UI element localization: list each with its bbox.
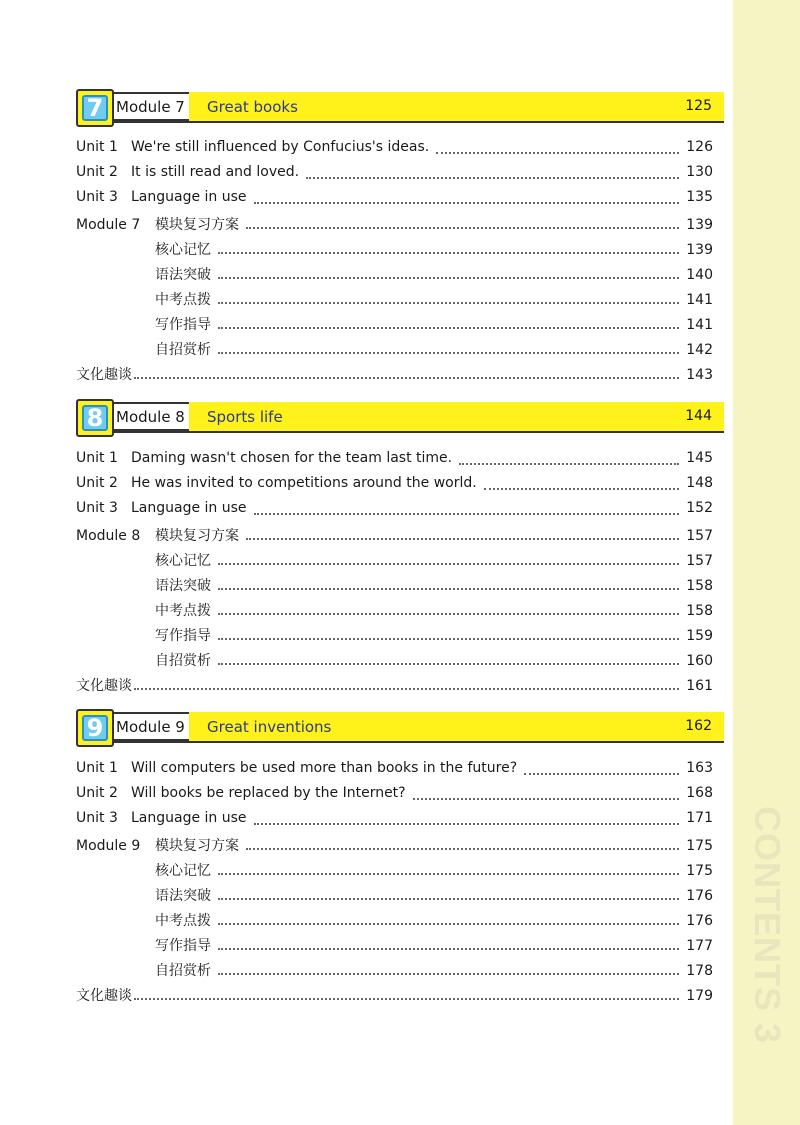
entry-title: 模块复习方案 [155, 217, 239, 233]
toc-entry-subitem[interactable] [76, 910, 713, 930]
entry-title: Will books be replaced by the Internet? [131, 785, 406, 801]
toc-entry-review[interactable] [76, 835, 713, 855]
toc-entry-unit[interactable] [76, 450, 713, 470]
dot-leader [254, 201, 680, 204]
toc-entry-subitem[interactable] [76, 575, 713, 595]
entry-title: 中考点拨 [155, 292, 211, 308]
module-number-badge: 9 [76, 709, 114, 747]
page-number: 168 [686, 785, 713, 801]
entry-title: It is still read and loved. [131, 164, 300, 180]
entry-title: Language in use [131, 189, 247, 205]
toc-entry-unit[interactable] [76, 810, 713, 830]
page-number: 143 [686, 367, 713, 383]
unit-label: Unit 2 [76, 475, 118, 491]
page-number: 178 [686, 963, 713, 979]
entry-title: 自招赏析 [155, 342, 211, 358]
unit-label: Unit 3 [76, 500, 118, 516]
entry-title: 模块复习方案 [155, 838, 239, 854]
page-number: 176 [686, 888, 713, 904]
page-number: 135 [686, 189, 713, 205]
dot-leader [524, 772, 679, 775]
entry-title: 自招赏析 [155, 963, 211, 979]
page-number: 139 [686, 217, 713, 233]
toc-entry-review[interactable] [76, 214, 713, 234]
unit-label: Unit 2 [76, 785, 118, 801]
toc-entry-subitem[interactable] [76, 885, 713, 905]
entry-title: Language in use [131, 810, 247, 826]
module-title: Sports life [207, 408, 283, 426]
entry-title: Language in use [131, 500, 247, 516]
toc-entry-subitem[interactable] [76, 289, 713, 309]
entry-title: 语法突破 [155, 578, 211, 594]
module-number-badge: 8 [76, 399, 114, 437]
page-number: 142 [686, 342, 713, 358]
toc-entry-unit[interactable] [76, 164, 713, 184]
toc-entry-culture[interactable] [76, 364, 713, 384]
toc-entry-unit[interactable] [76, 189, 713, 209]
page-number: 140 [686, 267, 713, 283]
dot-leader [246, 537, 679, 540]
page-number: 139 [686, 242, 713, 258]
page-number: 141 [686, 292, 713, 308]
page-number: 126 [686, 139, 713, 155]
entry-title: 文化趣谈 [76, 678, 132, 694]
dot-leader [436, 151, 679, 154]
dot-leader [218, 301, 679, 304]
page-number: 159 [686, 628, 713, 644]
toc-entry-subitem[interactable] [76, 860, 713, 880]
toc-entry-culture[interactable] [76, 675, 713, 695]
toc-entry-unit[interactable] [76, 475, 713, 495]
dot-leader [254, 512, 680, 515]
module-9-header[interactable] [76, 709, 724, 747]
dot-leader [218, 251, 679, 254]
dot-leader [134, 376, 679, 379]
page-number: 141 [686, 317, 713, 333]
dot-leader [218, 897, 679, 900]
toc-entry-unit[interactable] [76, 500, 713, 520]
entry-title: 文化趣谈 [76, 988, 132, 1004]
module-number-badge: 7 [76, 89, 114, 127]
toc-entry-unit[interactable] [76, 785, 713, 805]
page-number: 158 [686, 578, 713, 594]
toc-entry-subitem[interactable] [76, 600, 713, 620]
module-label: Module 7 [116, 98, 185, 116]
entry-title: 核心记忆 [155, 553, 211, 569]
toc-entry-review[interactable] [76, 525, 713, 545]
page-number: 175 [686, 863, 713, 879]
entry-title: 模块复习方案 [155, 528, 239, 544]
entry-title: 写作指导 [155, 938, 211, 954]
dot-leader [246, 847, 679, 850]
page-number: 163 [686, 760, 713, 776]
dot-leader [218, 276, 679, 279]
toc-entry-unit[interactable] [76, 139, 713, 159]
dot-leader [218, 922, 679, 925]
dot-leader [218, 612, 679, 615]
dot-leader [134, 687, 679, 690]
page-number: 158 [686, 603, 713, 619]
page-number: 145 [686, 450, 713, 466]
entry-title: Will computers be used more than books in the future? [131, 760, 518, 776]
dot-leader [306, 176, 679, 179]
page-number: 175 [686, 838, 713, 854]
entry-title: He was invited to competitions around the world. [131, 475, 477, 491]
module-7-header[interactable] [76, 89, 724, 127]
review-module-label: Module 9 [76, 838, 141, 854]
dot-leader [459, 462, 679, 465]
entry-title: Daming wasn't chosen for the team last time. [131, 450, 453, 466]
dot-leader [218, 972, 679, 975]
side-label: CONTENTS 3 [747, 805, 788, 1045]
module-page-number: 144 [685, 408, 712, 424]
module-label: Module 9 [116, 718, 185, 736]
entry-title: We're still influenced by Confucius's ideas. [131, 139, 430, 155]
dot-leader [246, 226, 679, 229]
dot-leader [218, 351, 679, 354]
entry-title: 自招赏析 [155, 653, 211, 669]
page-number: 177 [686, 938, 713, 954]
entry-title: 中考点拨 [155, 913, 211, 929]
review-module-label: Module 8 [76, 528, 141, 544]
module-title: Great books [207, 98, 298, 116]
toc-entry-subitem[interactable] [76, 650, 713, 670]
entry-title: 核心记忆 [155, 242, 211, 258]
entry-title: 语法突破 [155, 267, 211, 283]
dot-leader [254, 822, 680, 825]
unit-label: Unit 1 [76, 139, 118, 155]
toc-entry-culture[interactable] [76, 985, 713, 1005]
toc-entry-subitem[interactable] [76, 625, 713, 645]
page-number: 148 [686, 475, 713, 491]
entry-title: 语法突破 [155, 888, 211, 904]
module-8-header[interactable] [76, 399, 724, 437]
dot-leader [484, 487, 680, 490]
toc-entry-subitem[interactable] [76, 314, 713, 334]
page-number: 176 [686, 913, 713, 929]
toc-entry-subitem[interactable] [76, 550, 713, 570]
entry-title: 核心记忆 [155, 863, 211, 879]
dot-leader [218, 947, 679, 950]
entry-title: 文化趣谈 [76, 367, 132, 383]
entry-title: 写作指导 [155, 317, 211, 333]
dot-leader [218, 587, 679, 590]
dot-leader [218, 872, 679, 875]
toc-entry-unit[interactable] [76, 760, 713, 780]
unit-label: Unit 2 [76, 164, 118, 180]
toc-entry-subitem[interactable] [76, 264, 713, 284]
dot-leader [218, 562, 679, 565]
module-page-number: 162 [685, 718, 712, 734]
dot-leader [218, 637, 679, 640]
page-number: 160 [686, 653, 713, 669]
dot-leader [134, 997, 679, 1000]
dot-leader [413, 797, 680, 800]
module-title: Great inventions [207, 718, 332, 736]
page-number: 179 [686, 988, 713, 1004]
entry-title: 写作指导 [155, 628, 211, 644]
page-number: 161 [686, 678, 713, 694]
toc-entry-subitem[interactable] [76, 960, 713, 980]
review-module-label: Module 7 [76, 217, 141, 233]
toc-entry-subitem[interactable] [76, 239, 713, 259]
dot-leader [218, 326, 679, 329]
unit-label: Unit 1 [76, 760, 118, 776]
toc-entry-subitem[interactable] [76, 339, 713, 359]
module-label: Module 8 [116, 408, 185, 426]
module-page-number: 125 [685, 98, 712, 114]
toc-entry-subitem[interactable] [76, 935, 713, 955]
page-number: 157 [686, 553, 713, 569]
unit-label: Unit 3 [76, 810, 118, 826]
entry-title: 中考点拨 [155, 603, 211, 619]
unit-label: Unit 1 [76, 450, 118, 466]
page-number: 152 [686, 500, 713, 516]
page-number: 171 [686, 810, 713, 826]
page-number: 130 [686, 164, 713, 180]
dot-leader [218, 662, 679, 665]
page-number: 157 [686, 528, 713, 544]
unit-label: Unit 3 [76, 189, 118, 205]
